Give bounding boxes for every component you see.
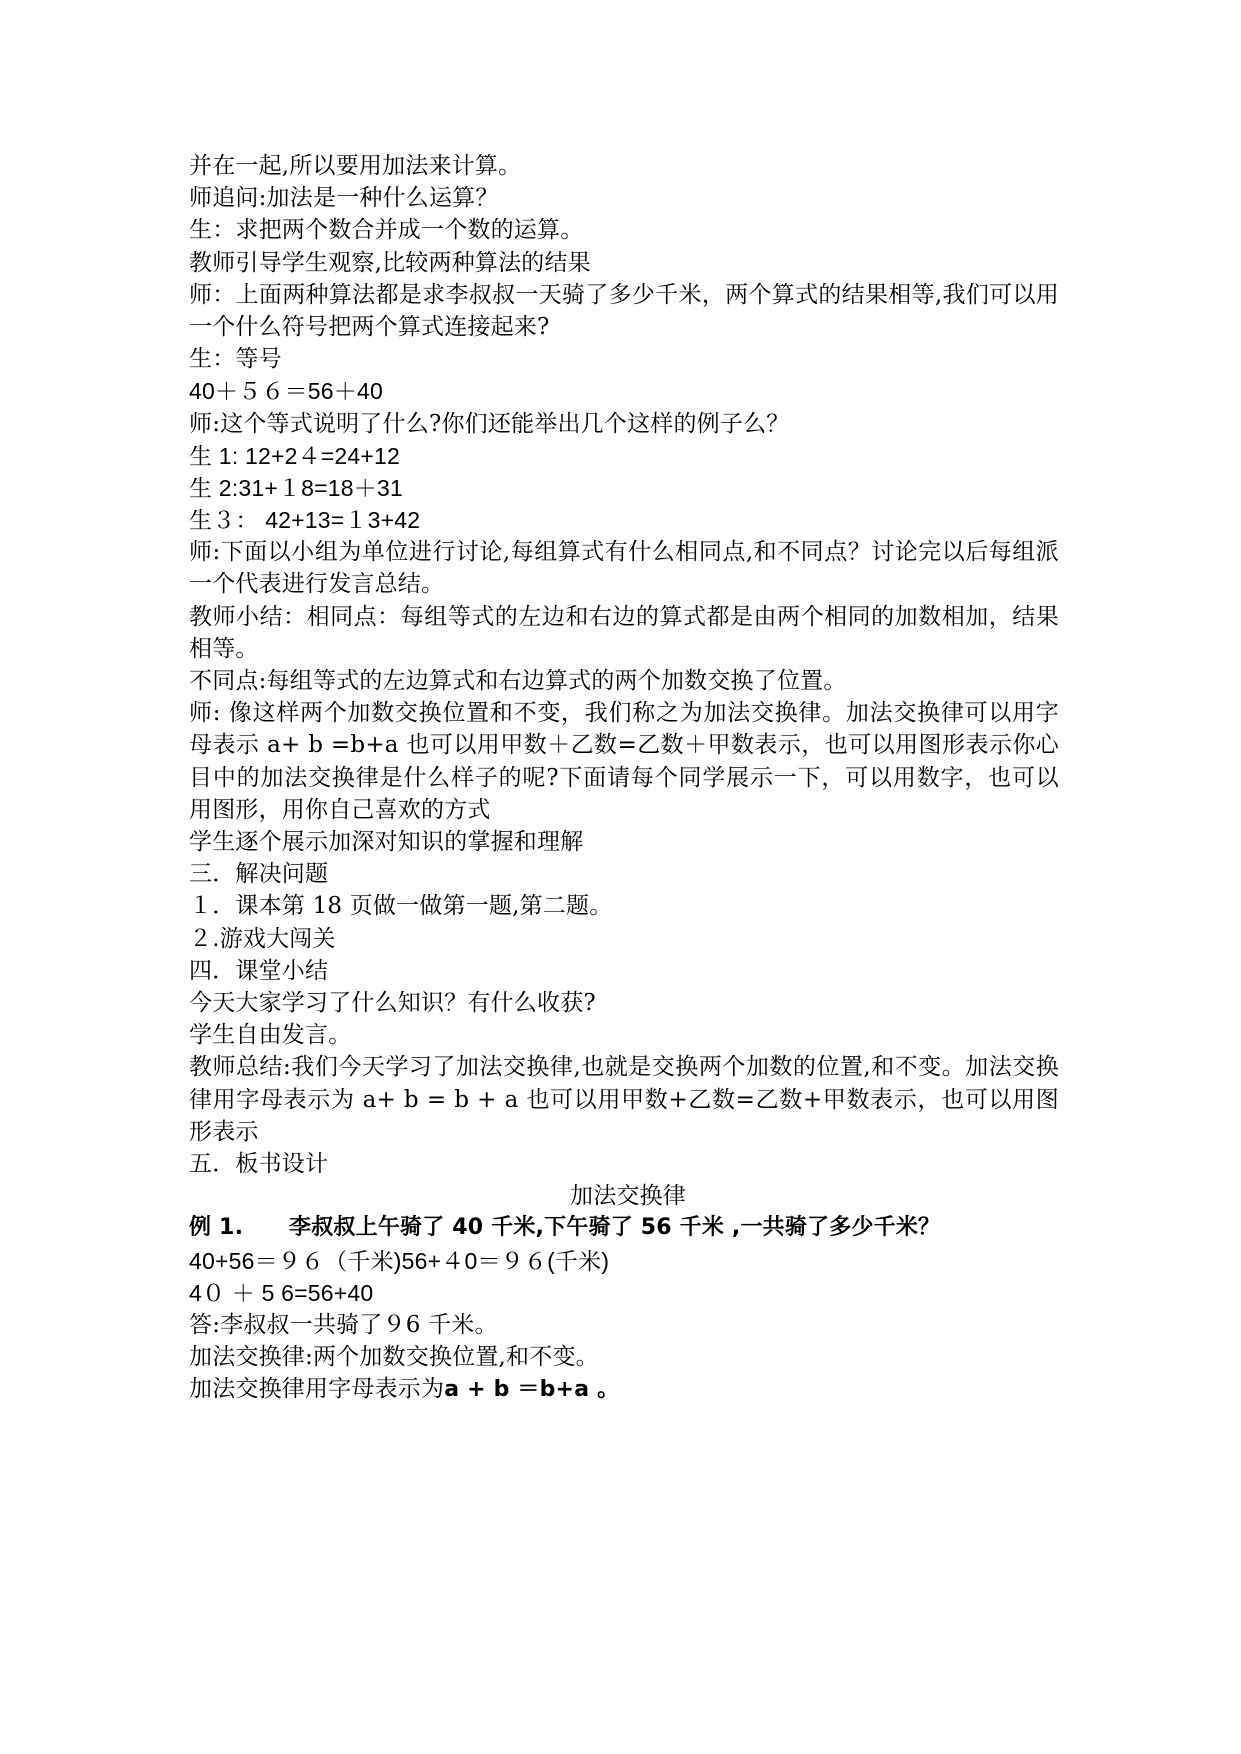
text-line: 师:这个等式说明了什么?你们还能举出几个这样的例子么？ [189, 410, 790, 437]
text-line: 并在一起,所以要用加法来计算。 [189, 153, 522, 179]
example-label: 例 1. [189, 1215, 244, 1241]
equation-line: 40＋５６＝56＋40 [189, 378, 383, 405]
text-line: 学生自由发言。 [189, 1022, 352, 1049]
example-text: 李叔叔上午骑了 40 千米,下午骑了 56 千米 ,一共骑了多少千米？ [289, 1215, 941, 1241]
section-heading: 三．解决问题 [189, 861, 329, 888]
text-paragraph: 师: 像这样两个加数交换位置和不变，我们称之为加法交换律。加法交换律可以用字母表示 a+ b =b+a 也可以用甲数＋乙数=乙数＋甲数表示，也可以用图形表示你心目中的加法交换律是什么样子的呢?下面请每个同学展示一下，可以用数字，也可以用图形，用你自己喜欢的方式 [189, 700, 1059, 823]
student-example-1: 生 1: 12+2４=24+12 [189, 442, 400, 469]
text-paragraph: 师：上面两种算法都是求李叔叔一天骑了多少千米，两个算式的结果相等,我们可以用一个什么符号把两个算式连接起来? [189, 281, 1059, 340]
text-line: 生：等号 [189, 346, 282, 373]
list-item: ２.游戏大闯关 [189, 925, 336, 952]
board-law-definition: 加法交换律:两个加数交换位置,和不变。 [189, 1344, 599, 1371]
board-example [189, 1212, 1059, 1244]
text-line: 学生逐个展示加深对知识的掌握和理解 [189, 829, 584, 856]
board-equation: 4０ ＋ 5 6=56+40 [189, 1279, 374, 1306]
text-line: 师追问:加法是一种什么运算？ [189, 185, 499, 212]
student-example-2: 生 2:31+１8=18＋31 [189, 474, 403, 501]
text-line: 今天大家学习了什么知识？有什么收获? [189, 990, 596, 1017]
student-example-3: 生３： 42+13=１3+42 [189, 507, 421, 534]
text-paragraph: 教师小结：相同点：每组等式的左边和右边的算式都是由两个相同的加数相加，结果相等。 [189, 603, 1059, 662]
text-line: 不同点:每组等式的左边算式和右边算式的两个加数交换了位置。 [189, 668, 847, 695]
law-letters-prefix: 加法交换律用字母表示为 [189, 1376, 445, 1403]
text-line: 生：求把两个数合并成一个数的运算。 [189, 217, 584, 244]
list-item: １．课本第 18 页做一做第一题,第二题。 [189, 893, 613, 920]
board-calc-line: 40+56＝９６（千米)56+４0＝９６(千米) [189, 1247, 610, 1274]
document-body [189, 150, 1059, 1406]
law-letters-end: 。 [597, 1377, 620, 1403]
board-title: 加法交换律 [570, 1183, 686, 1210]
board-law-letters [189, 1373, 1059, 1405]
text-paragraph: 教师总结:我们今天学习了加法交换律,也就是交换两个加数的位置,和不变。加法交换律用字母表示为 a+ b = b + a 也可以用甲数+乙数=乙数+甲数表示，也可以用图形表示 [189, 1054, 1059, 1145]
section-heading: 五．板书设计 [189, 1151, 329, 1178]
text-line: 教师引导学生观察,比较两种算法的结果 [189, 249, 591, 276]
law-letters-formula: a + b ＝b+a [444, 1377, 598, 1403]
board-answer: 答:李叔叔一共骑了９6 千米。 [189, 1311, 498, 1338]
section-heading: 四．课堂小结 [189, 957, 329, 984]
text-paragraph: 师:下面以小组为单位进行讨论,每组算式有什么相同点,和不同点？讨论完以后每组派一个代表进行发言总结。 [189, 539, 1059, 598]
